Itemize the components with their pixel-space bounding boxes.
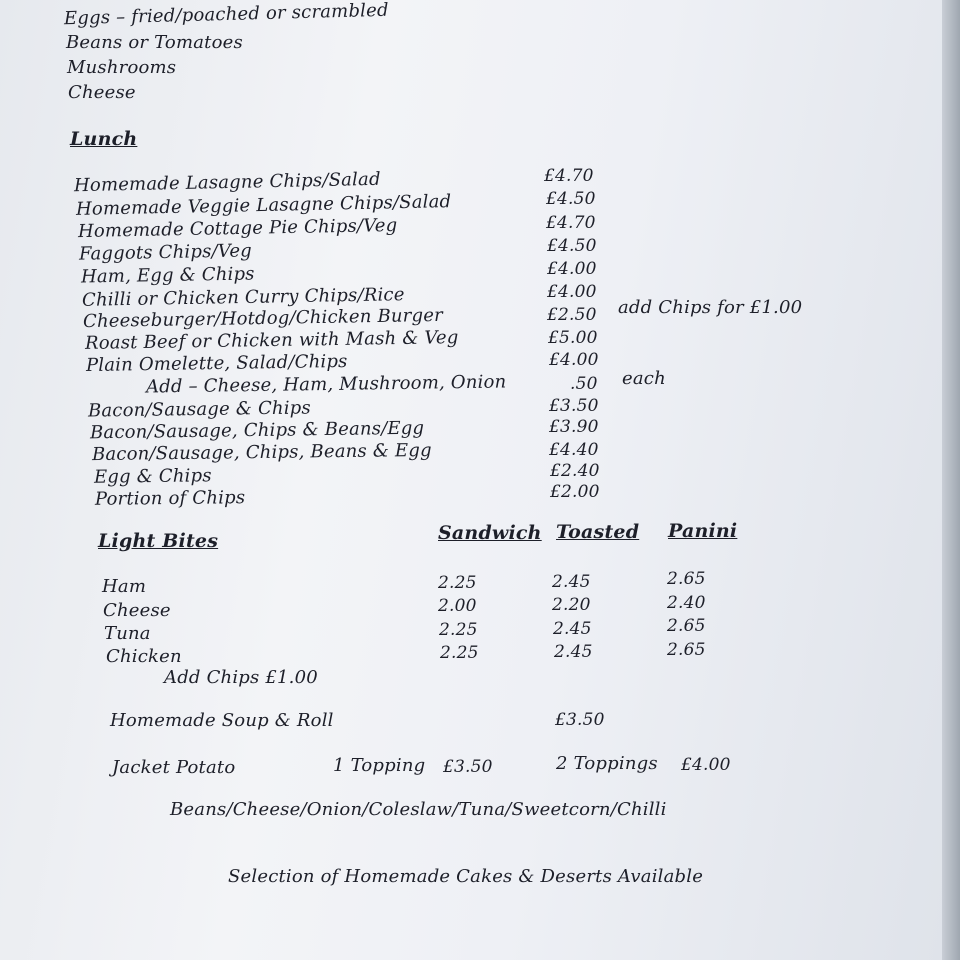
lunch-item-price: £2.50 <box>547 305 597 325</box>
lunch-item-price: £5.00 <box>548 328 598 348</box>
lunch-item-name: Homemade Veggie Lasagne Chips/Salad <box>75 191 452 220</box>
lunch-item-price: £4.00 <box>547 282 597 302</box>
light-bite-name: Cheese <box>103 600 171 621</box>
light-bite-toasted-price: 2.45 <box>554 642 593 662</box>
lunch-item-name: Plain Omelette, Salad/Chips <box>85 350 348 377</box>
lunch-item-name: Faggots Chips/Veg <box>78 240 253 265</box>
lunch-item-price: £4.70 <box>544 166 594 186</box>
lunch-item-note: each <box>622 368 666 389</box>
column-header-sandwich: Sandwich <box>438 522 542 544</box>
one-topping-price: £3.50 <box>443 757 493 777</box>
light-bite-toasted-price: 2.20 <box>552 595 591 615</box>
lunch-item-price: £3.90 <box>549 417 599 437</box>
toppings-list: Beans/Cheese/Onion/Coleslaw/Tuna/Sweetcorn/Chilli <box>170 799 667 820</box>
light-bite-sandwich-price: 2.25 <box>439 620 478 640</box>
lunch-item-name: Egg & Chips <box>93 465 212 488</box>
two-toppings-label: 2 Toppings <box>556 753 658 774</box>
lunch-item-price: £2.40 <box>550 461 600 481</box>
breakfast-item: Eggs – fried/poached or scrambled <box>63 0 389 30</box>
light-bite-sandwich-price: 2.00 <box>438 596 477 616</box>
light-bite-toasted-price: 2.45 <box>552 572 591 592</box>
breakfast-item: Cheese <box>68 82 136 103</box>
lunch-item-name: Portion of Chips <box>94 487 246 510</box>
lunch-item-price: £4.00 <box>549 350 599 370</box>
column-header-panini: Panini <box>668 520 738 542</box>
soup-name: Homemade Soup & Roll <box>110 710 334 731</box>
lunch-item-name: Cheeseburger/Hotdog/Chicken Burger <box>82 304 444 333</box>
lunch-item-price: £2.00 <box>550 482 600 502</box>
lunch-item-price: £4.40 <box>549 440 599 460</box>
light-bite-name: Ham <box>102 576 147 597</box>
footer-note: Selection of Homemade Cakes & Deserts Available <box>228 866 704 887</box>
lunch-item-name: Bacon/Sausage, Chips & Beans/Egg <box>89 417 425 444</box>
lunch-item-name: Roast Beef or Chicken with Mash & Veg <box>84 327 459 354</box>
lunch-item-name: Add – Cheese, Ham, Mushroom, Onion <box>145 371 507 398</box>
soup-price: £3.50 <box>555 710 605 730</box>
lunch-item-note: add Chips for £1.00 <box>618 297 803 318</box>
lunch-heading: Lunch <box>70 128 138 150</box>
light-bite-name: Chicken <box>106 646 182 667</box>
one-topping-label: 1 Topping <box>333 755 426 776</box>
page-edge <box>942 0 960 960</box>
light-bite-panini-price: 2.65 <box>667 640 706 660</box>
lunch-item-name: Homemade Lasagne Chips/Salad <box>73 168 381 197</box>
lunch-item-name: Bacon/Sausage & Chips <box>87 397 312 422</box>
lunch-item-price: £4.50 <box>547 236 597 256</box>
add-chips-note: Add Chips £1.00 <box>164 667 318 688</box>
lunch-item-price: £3.50 <box>549 396 599 416</box>
light-bite-sandwich-price: 2.25 <box>440 643 479 663</box>
breakfast-item: Mushrooms <box>67 57 177 78</box>
lunch-item-price: £4.70 <box>546 213 596 233</box>
lunch-item-name: Chilli or Chicken Curry Chips/Rice <box>81 284 405 311</box>
lunch-item-name: Bacon/Sausage, Chips, Beans & Egg <box>91 439 432 466</box>
light-bite-panini-price: 2.65 <box>667 569 706 589</box>
column-header-toasted: Toasted <box>556 521 640 543</box>
lunch-item-name: Ham, Egg & Chips <box>80 263 255 288</box>
light-bite-sandwich-price: 2.25 <box>438 573 477 593</box>
light-bite-toasted-price: 2.45 <box>553 619 592 639</box>
lunch-item-price: .50 <box>570 374 598 394</box>
lunch-item-price: £4.00 <box>547 259 597 279</box>
light-bite-panini-price: 2.40 <box>667 593 706 613</box>
two-toppings-price: £4.00 <box>681 755 731 775</box>
breakfast-item: Beans or Tomatoes <box>66 32 243 53</box>
lunch-item-price: £4.50 <box>546 189 596 209</box>
light-bite-name: Tuna <box>104 623 151 644</box>
lunch-item-name: Homemade Cottage Pie Chips/Veg <box>77 214 398 243</box>
jacket-potato-name: Jacket Potato <box>112 757 236 778</box>
light-bites-heading: Light Bites <box>98 530 219 552</box>
light-bite-panini-price: 2.65 <box>667 616 706 636</box>
